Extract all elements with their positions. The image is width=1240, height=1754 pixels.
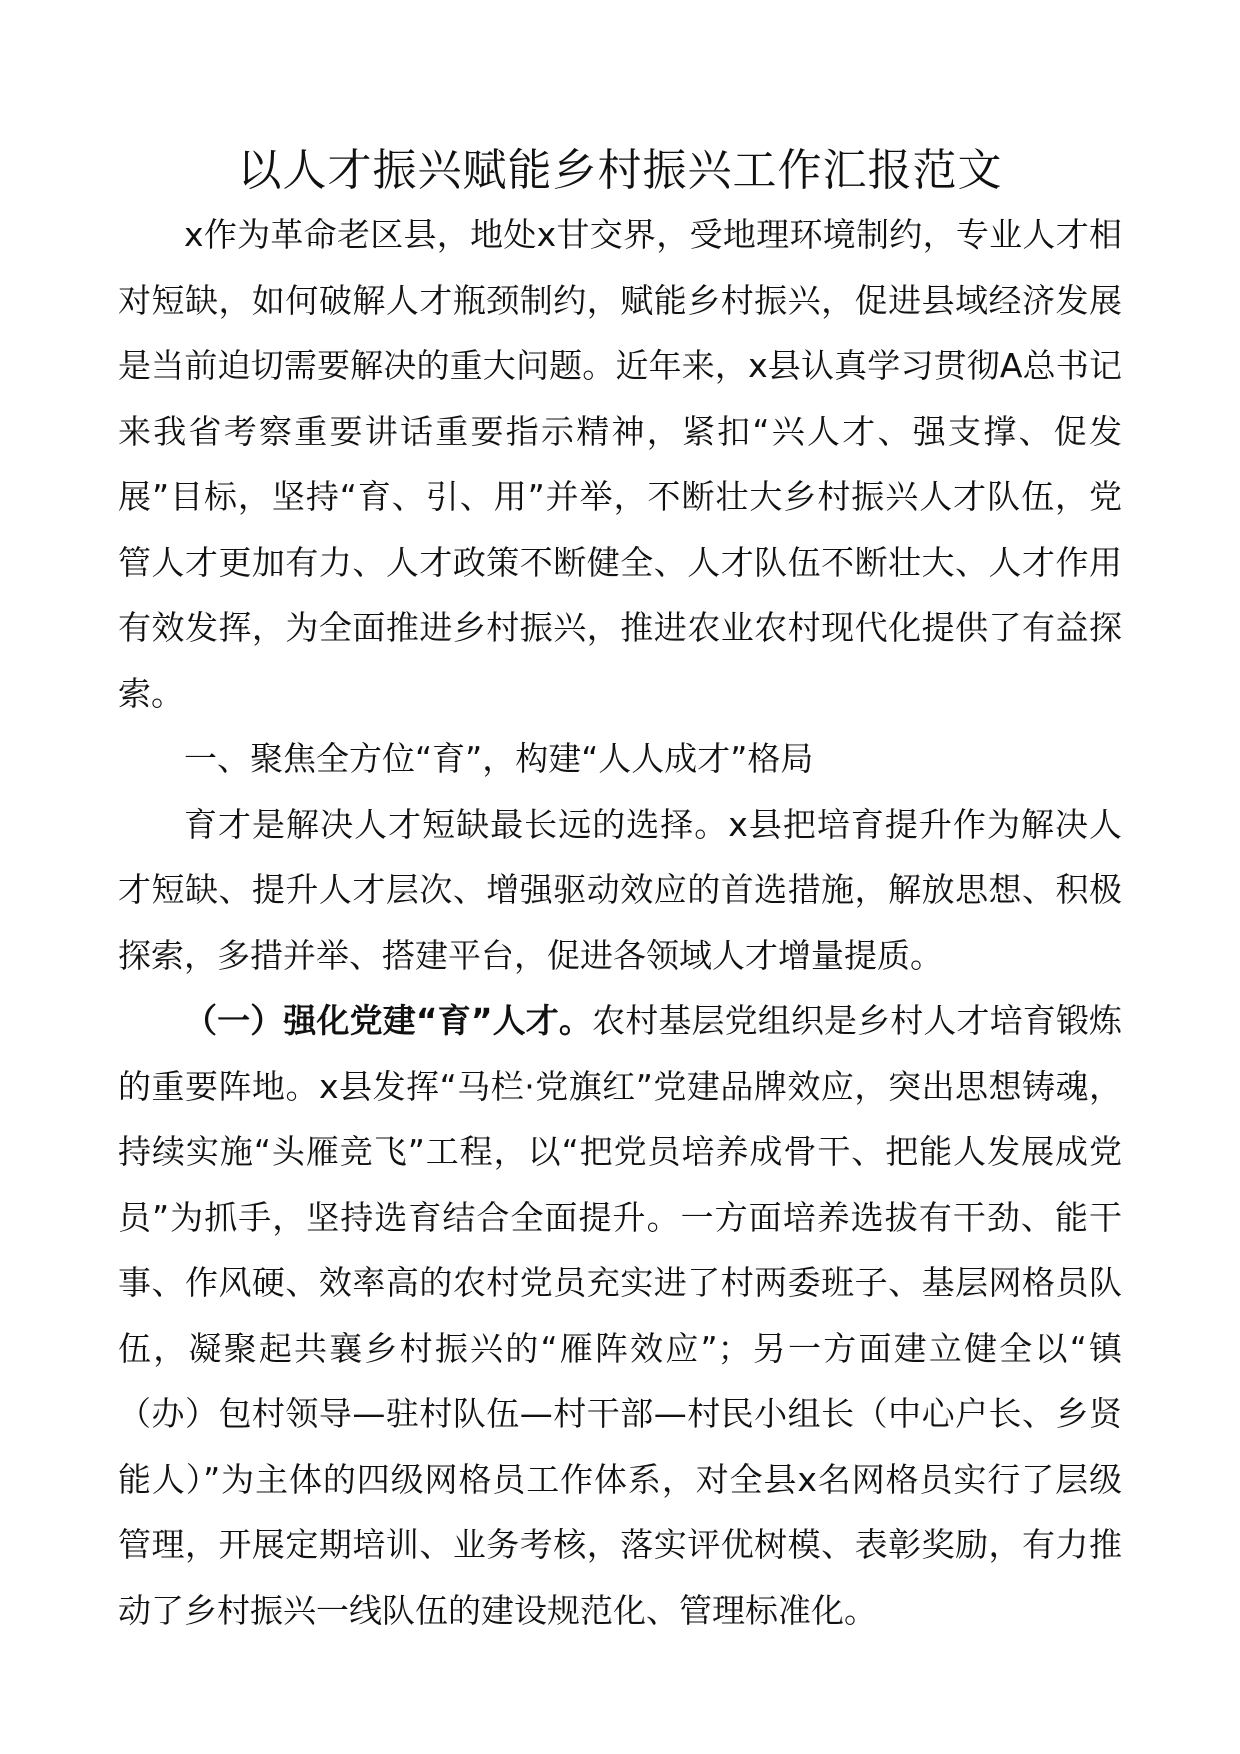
document-title: 以人才振兴赋能乡村振兴工作汇报范文 [237, 145, 1003, 196]
subsection-body-1: 农村基层党组织是乡村人才培育锻炼的重要阵地。x县发挥“马栏·党旗红”党建品牌效应，突出思想铸魂，持续实施“头雁竞飞”工程，以“把党员培养成骨干、把能人发展成党员”为抓手，坚持选育结合全面提升。一方面培养选拔有干劲、能干事、作风硬、效率高的农村党员充实进了村两委班子、基层网格员队伍，凝聚起共襄乡村振兴的“雁阵效应”；另一方面建立健全以“镇（办）包村领导—驻村队伍—村干部—村民小组长（中心户长、乡贤能人）”为主体的四级网格员工作体系，对全县x名网格员实行了层级管理，开展定期培训、业务考核，落实评优树模、表彰奖励，有力推动了乡村振兴一线队伍的建设规范化、管理标准化。 [118, 1001, 1122, 1630]
section-paragraph-1: 育才是解决人才短缺最长远的选择。x县把培育提升作为解决人才短缺、提升人才层次、增强驱动效应的首选措施，解放思想、积极探索，多措并举、搭建平台，促进各领域人才增量提质。 [118, 804, 1122, 975]
subsection-lead-1: （一）强化党建“育”人才。 [184, 1001, 593, 1040]
document-page [118, 140, 1122, 1643]
intro-paragraph: x作为革命老区县，地处x甘交界，受地理环境制约，专业人才相对短缺，如何破解人才瓶颈制约，赋能乡村振兴，促进县域经济发展是当前迫切需要解决的重大问题。近年来，x县认真学习贯彻A总书记来我省考察重要讲话重要指示精神，紧扣“兴人才、强支撑、促发展”目标，坚持“育、引、用”并举，不断壮大乡村振兴人才队伍，党管人才更加有力、人才政策不断健全、人才队伍不断壮大、人才作用有效发挥，为全面推进乡村振兴，推进农业农村现代化提供了有益探索。 [118, 215, 1122, 713]
section-heading-1: 一、聚焦全方位“育”，构建“人人成才”格局 [184, 739, 814, 778]
subsection-paragraph-1 [118, 988, 1122, 1643]
